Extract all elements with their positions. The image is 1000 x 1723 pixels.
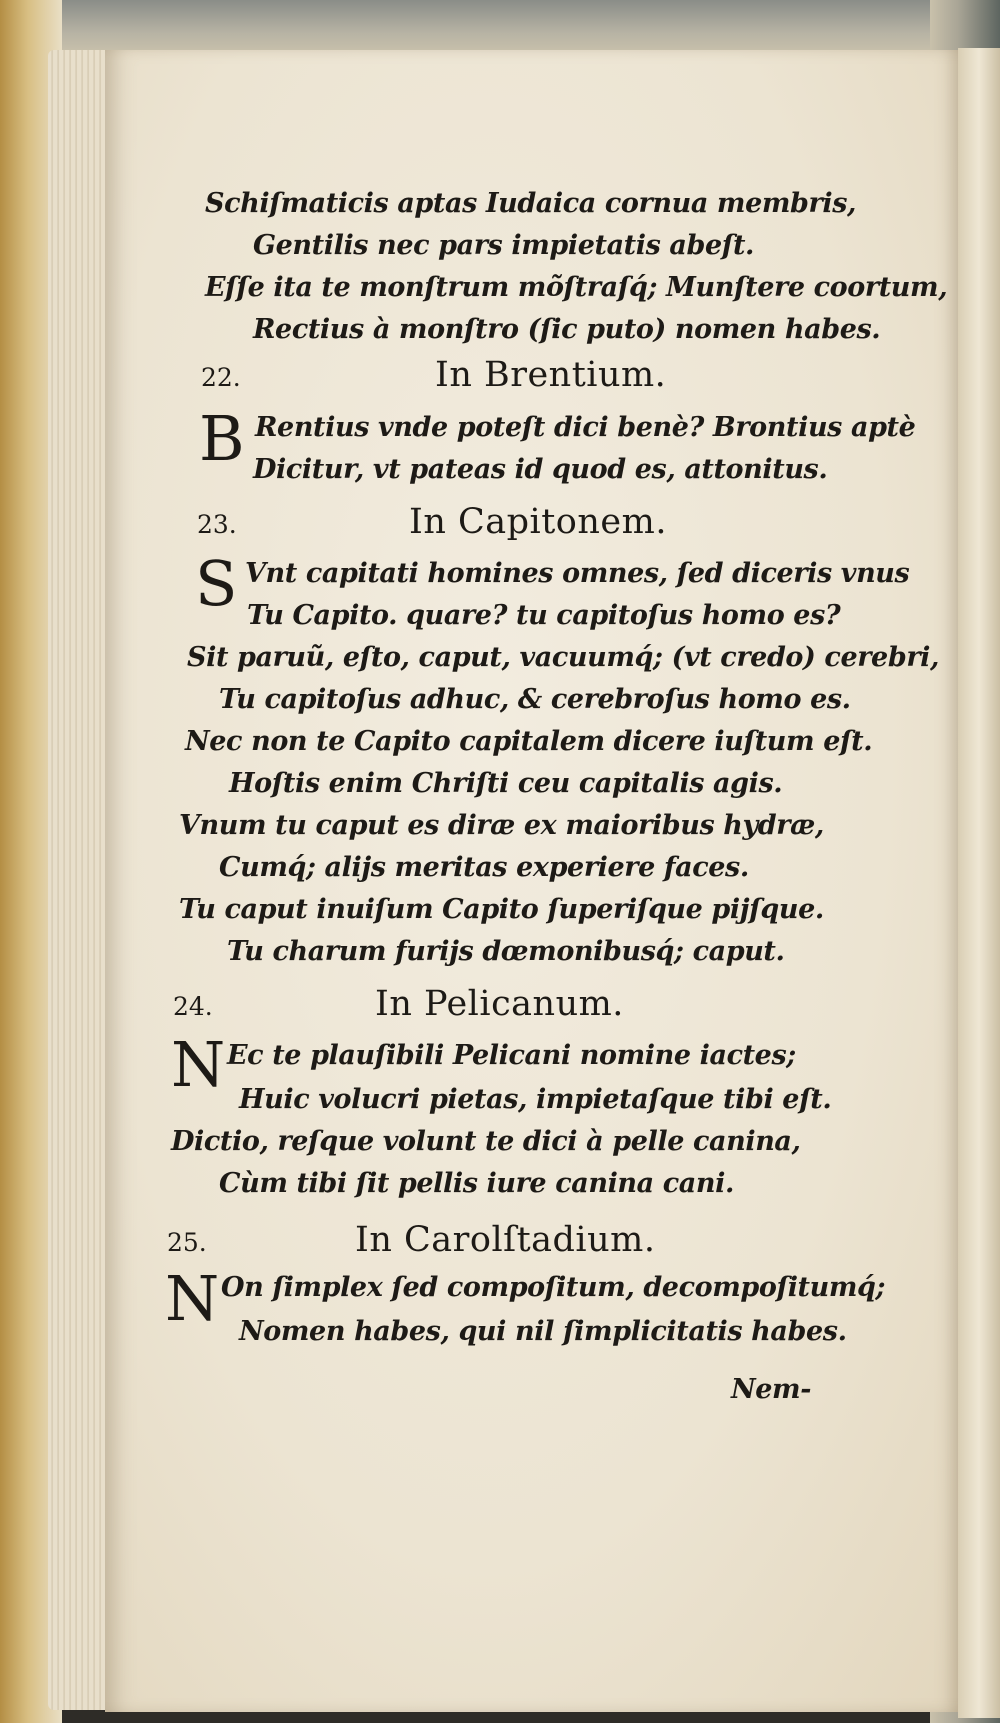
verse-line: Eſſe ita te monſtrum mõſtraſq́; Munſtere coortum,	[205, 272, 948, 303]
verse-line: Dictio, reſque volunt te dici à pelle canina,	[171, 1126, 801, 1157]
verse-line: Schiſmaticis aptas Iudaica cornua membris,	[205, 188, 857, 219]
epigram-number: 23.	[197, 510, 237, 539]
verse-line: Ec te plauſibili Pelicani nomine iactes;	[227, 1040, 796, 1071]
verse-line: Tu capitoſus adhuc, & cerebroſus homo es.	[219, 684, 851, 715]
verse-line: Tu charum furijs dœmonibusq́; caput.	[227, 936, 785, 967]
drop-cap-initial: N	[171, 1028, 226, 1101]
verse-line: Nomen habes, qui nil ſimplicitatis habes.	[239, 1316, 847, 1347]
drop-cap-initial: N	[165, 1262, 220, 1335]
verse-line: Nec non te Capito capitalem dicere iuſtum eſt.	[185, 726, 873, 757]
verse-line: Vnt capitati homines omnes, ſed diceris vnus	[245, 558, 910, 589]
catchword: Nem-	[731, 1374, 812, 1405]
verse-line: Cumq́; alijs meritas experiere faces.	[219, 852, 749, 883]
verse-line: Tu caput inuiſum Capito ſuperiſque pijſque.	[179, 894, 824, 925]
epigram-number: 25.	[167, 1228, 207, 1257]
verse-line: Rentius vnde poteſt dici benè? Brontius aptè	[255, 412, 916, 443]
verse-line: Rectius à monſtro (ſic puto) nomen habes.	[253, 314, 881, 345]
epigram-title: In Capitonem.	[409, 502, 667, 542]
verse-line: On ſimplex ſed compoſitum, decompoſitumq́;	[221, 1272, 886, 1303]
verse-line: Huic volucri pietas, impietaſque tibi eſt.	[239, 1084, 832, 1115]
drop-cap-initial: S	[195, 547, 238, 620]
epigram-title: In Carolſtadium.	[355, 1220, 656, 1260]
verse-line: Cùm tibi ſit pellis iure canina cani.	[219, 1168, 734, 1199]
verse-line: Hoſtis enim Chriſti ceu capitalis agis.	[229, 768, 783, 799]
verse-line: Gentilis nec pars impietatis abeſt.	[253, 230, 755, 261]
verse-line: Dicitur, vt pateas id quod es, attonitus.	[253, 454, 828, 485]
epigram-title: In Brentium.	[435, 355, 667, 395]
epigram-title: In Pelicanum.	[375, 984, 624, 1024]
verse-line: Tu Capito. quare? tu capitoſus homo es?	[247, 600, 841, 631]
verse-line: Sit paruũ, eſto, caput, vacuumq́; (vt credo) cerebri,	[187, 642, 939, 673]
facing-page-gutter	[958, 48, 1000, 1718]
epigram-number: 24.	[173, 992, 213, 1021]
verse-line: Vnum tu caput es diræ ex maioribus hydræ,	[179, 810, 824, 841]
book-page	[105, 50, 958, 1712]
drop-cap-initial: B	[199, 402, 245, 475]
epigram-number: 22.	[201, 363, 241, 392]
